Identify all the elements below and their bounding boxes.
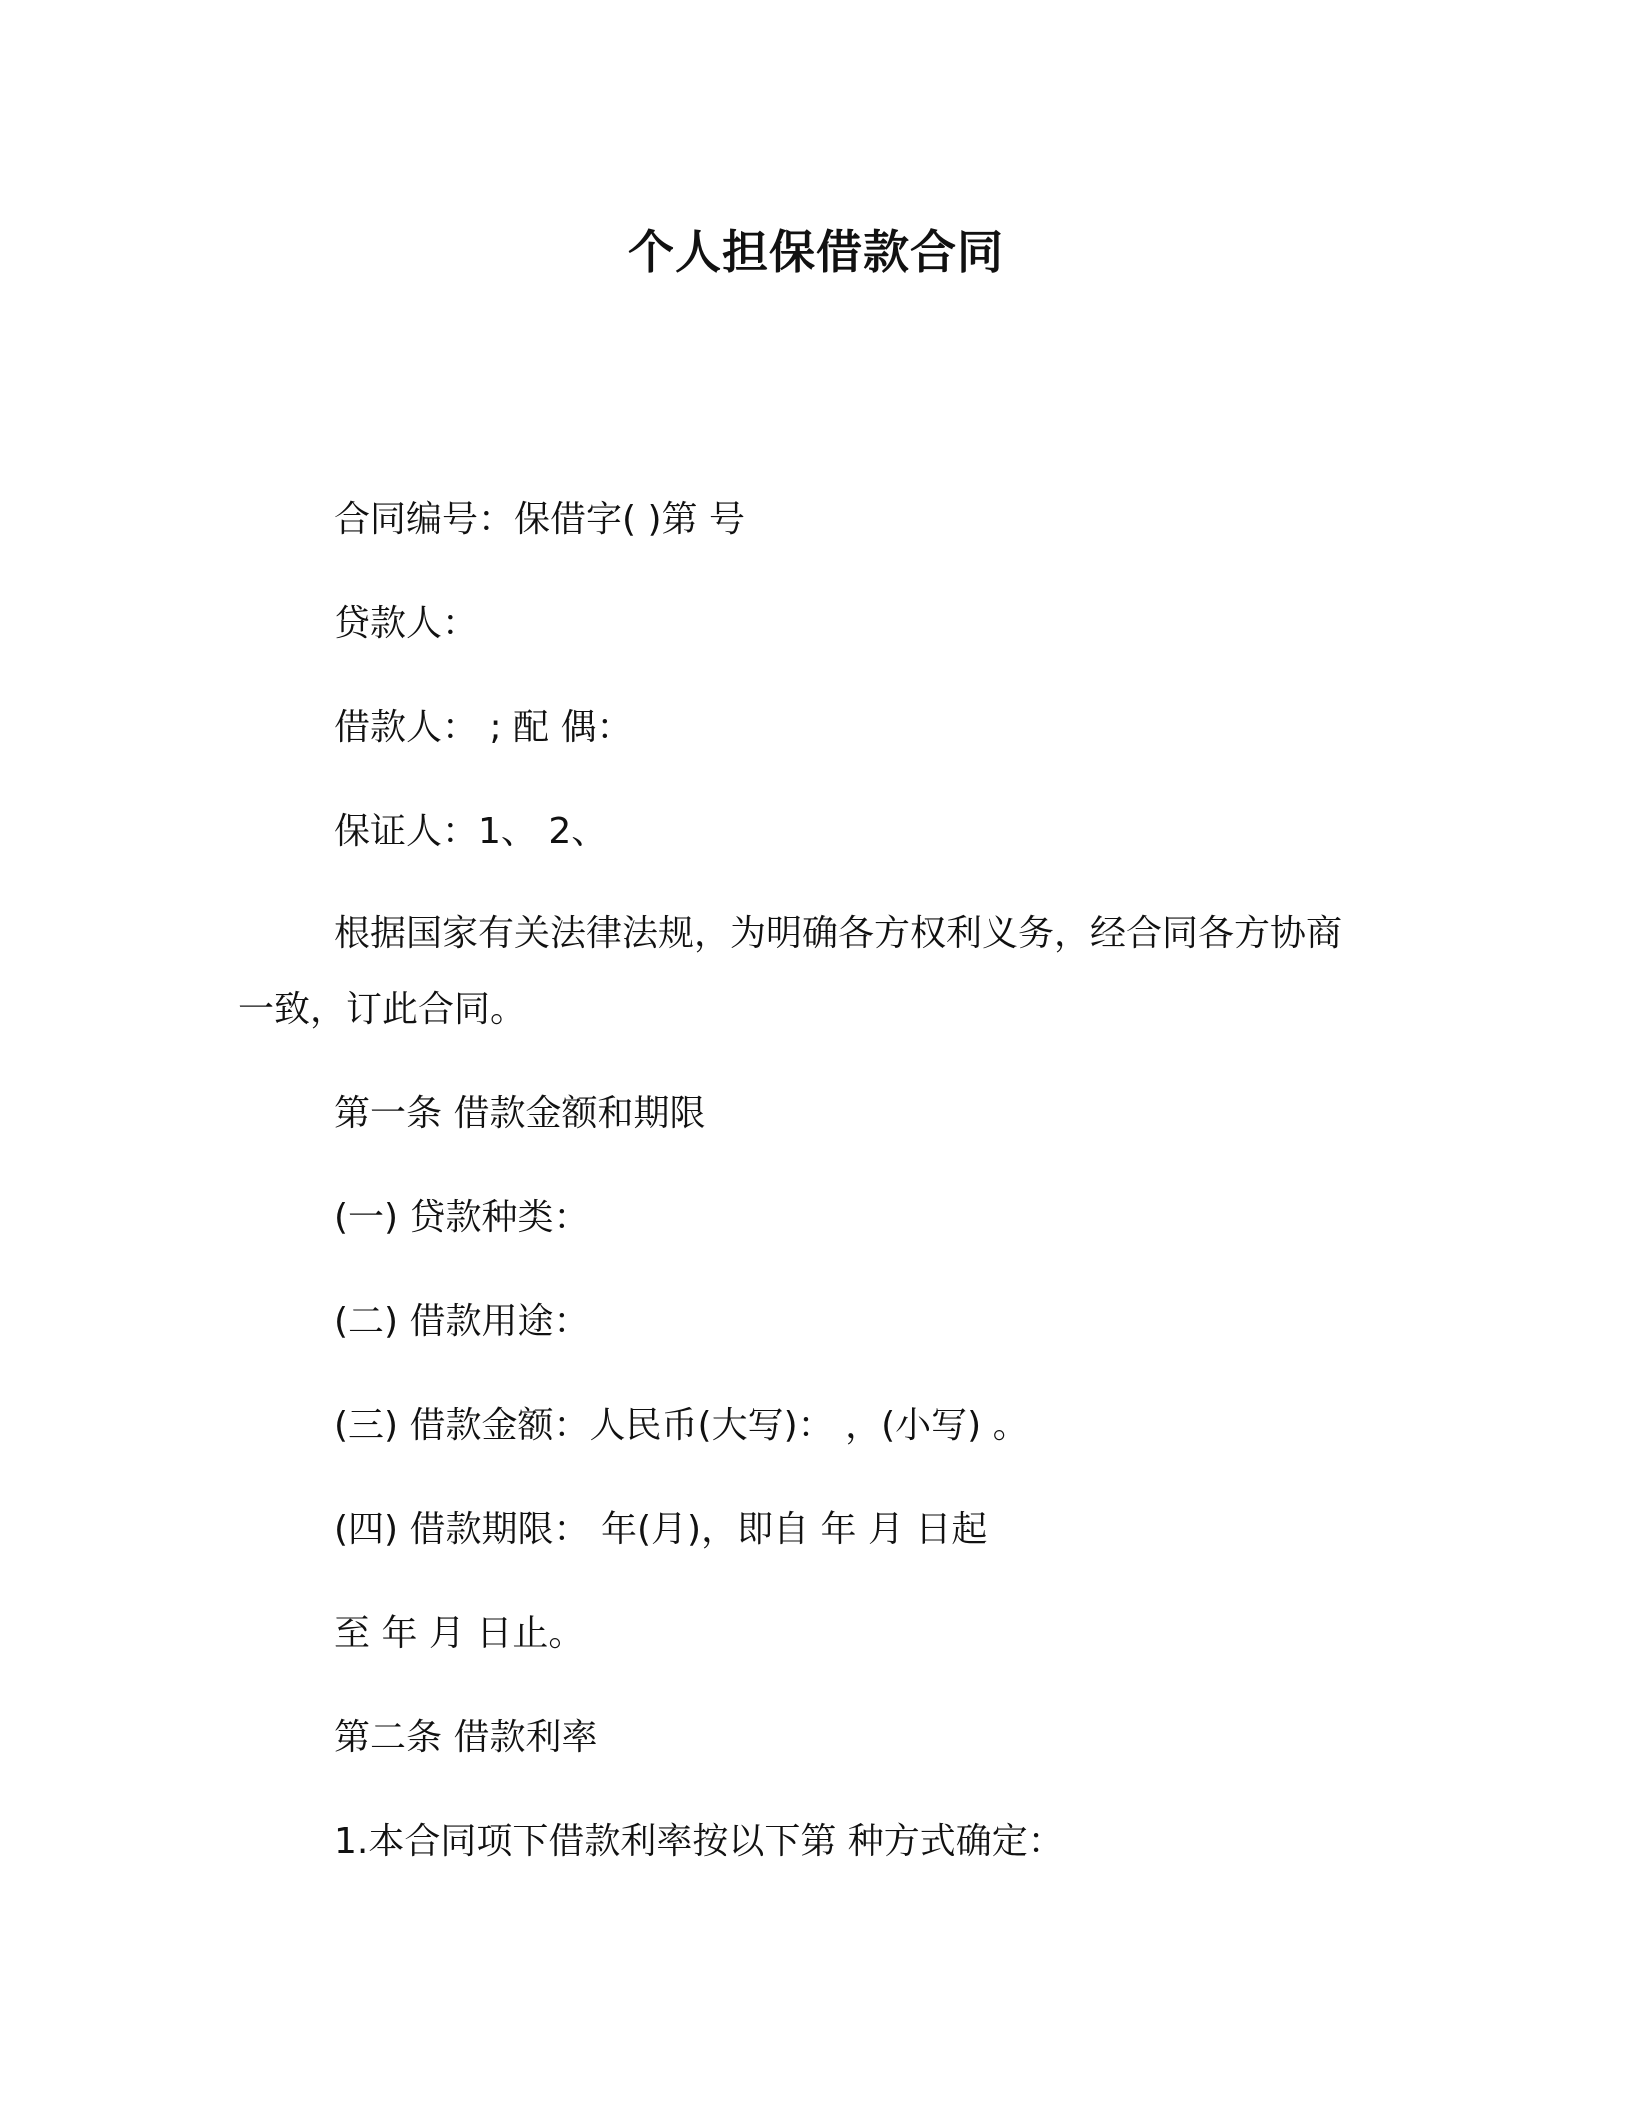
guarantor-line: 保证人：1、 2、 xyxy=(334,811,608,852)
loan-type-line: (一) 贷款种类： xyxy=(334,1197,590,1238)
loan-amount-line: (三) 借款金额：人民币(大写)： ，(小写) 。 xyxy=(334,1405,1029,1446)
loan-term-end-line: 至 年 月 日止。 xyxy=(334,1613,585,1654)
loan-purpose-line: (二) 借款用途： xyxy=(334,1301,590,1342)
preamble-line-2: 一致，订此合同。 xyxy=(238,989,527,1030)
borrower-line: 借款人： ; 配 偶： xyxy=(334,707,633,748)
loan-term-line: (四) 借款期限： 年(月)，即自 年 月 日起 xyxy=(334,1509,988,1550)
contract-number-line: 合同编号：保借字( )第 号 xyxy=(334,499,745,540)
article-1-heading: 第一条 借款金额和期限 xyxy=(334,1093,706,1134)
article-2-heading: 第二条 借款利率 xyxy=(334,1717,598,1758)
interest-rate-clause-line: 1.本合同项下借款利率按以下第 种方式确定： xyxy=(334,1821,1064,1862)
lender-line: 贷款人： xyxy=(334,603,479,644)
document-title: 个人担保借款合同 xyxy=(628,225,1004,279)
preamble-line-1: 根据国家有关法律法规，为明确各方权利义务，经合同各方协商 xyxy=(334,913,1343,954)
